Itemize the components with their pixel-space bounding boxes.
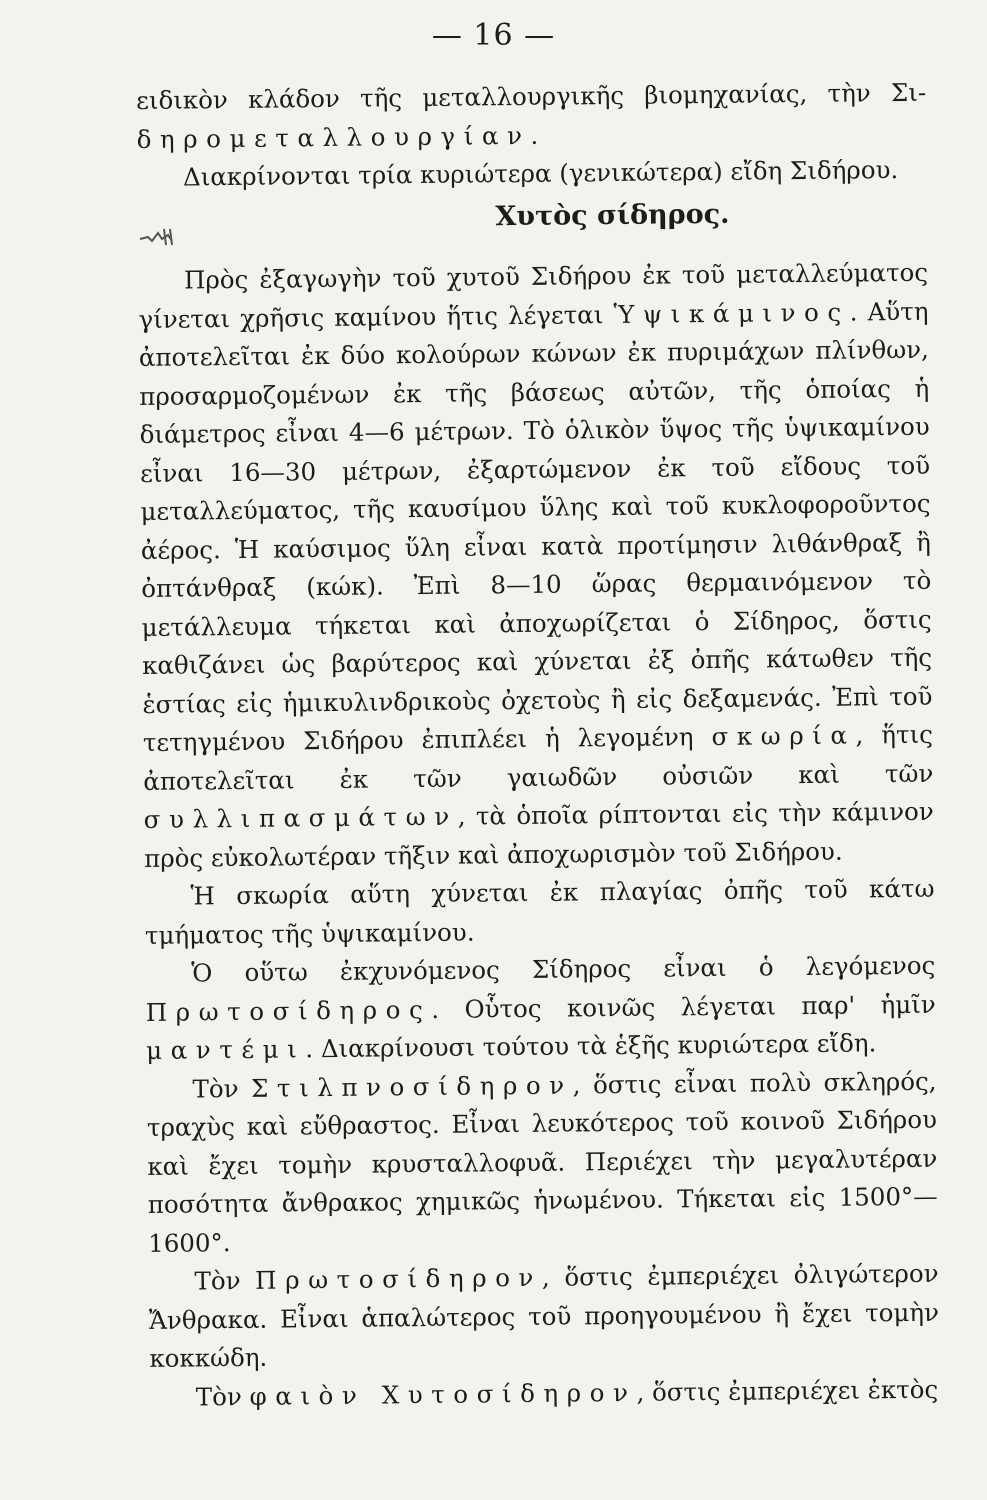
page-number: — 16 — [431, 18, 556, 53]
spaced-term: φαιὸν Χυτοσίδηρον [249, 1377, 637, 1411]
spaced-term: σκωρία [711, 720, 856, 752]
text-run: , ὅστις εἶναι πολὺ σκληρός, τραχὺς καὶ εὔθραστος. Εἶναι λευκότερος τοῦ κοινοῦ Σιδήρου καὶ ἔχει τομὴν κρυσταλλοφυᾶ. Περιέχει τὴν μεγαλυτέραν ποσότητα ἄνθρακος χημικῶς ἡνωμένου. Τήκεται εἰς 1500°—1600°. [146, 1066, 938, 1258]
intro-spaced-term: δηρομεταλλουργίαν. [136, 120, 547, 154]
text-run: Πρὸς ἐξαγωγὴν τοῦ χυτοῦ Σιδήρου ἐκ τοῦ μεταλλεύματος γίνεται χρῆσις καμίνου ἥτις λέγεται [138, 257, 929, 334]
body-paragraph-2: Ἡ σκωρία αὕτη χύνεται ἐκ πλαγίας ὀπῆς τοῦ κάτω τμήματος τῆς ὑψικαμίνου. [144, 873, 935, 950]
text-run: , ὅστις ἐμπεριέχει ἐκτὸς [636, 1374, 939, 1407]
text-run: Ὁ οὕτω ἐκχυνόμενος Σίδηρος εἶναι ὁ λεγόμενος [191, 950, 936, 988]
body-paragraph-4 [146, 1062, 938, 1263]
intro-paragraph [136, 74, 927, 159]
text-run: . Οὗτος κοινῶς λέγεται παρ' ἡμῖν [431, 989, 936, 1024]
text-run: Τὸν [194, 1265, 256, 1296]
spaced-term: Ὑψικάμινος [613, 297, 850, 329]
spaced-term: συλλιπασμάτων [143, 801, 458, 834]
spaced-term: Στιλπνοσίδηρον [250, 1069, 573, 1103]
body-paragraph-1 [138, 254, 934, 878]
body-paragraph-3 [145, 947, 936, 1071]
text-run: Τὸν [192, 1073, 252, 1103]
spaced-term: Πρωτοσίδηρος [145, 994, 432, 1027]
body-paragraph-6 [150, 1370, 940, 1417]
section-heading: Χυτὸς σίδηρος. [495, 198, 730, 232]
text-run: Τὸν [195, 1381, 250, 1411]
text-run: , τὰ ὁποῖα ρίπτονται εἰς τὴν κάμινον πρὸς εὐκολωτέραν τῆξιν καὶ ἀποχωρισμὸν τοῦ Σιδήρου. [143, 796, 934, 873]
spaced-term: Πρωτοσίδηρον [255, 1262, 543, 1295]
types-sentence: Διακρίνονται τρία κυριώτερα (γενικώτερα) εἴδη Σιδήρου. [182, 155, 899, 192]
intro-line: ειδικὸν κλάδον τῆς μεταλλουργικῆς βιομηχανίας, τὴν Σι- [136, 77, 927, 115]
page-text [136, 74, 940, 1417]
text-run: , ὅστις ἐμπεριέχει ὀλιγώτερον Ἄνθρακα. Εἶναι ἁπαλώτερος τοῦ προηγουμένου ἢ ἔχει τομὴν κοκκώδη. [148, 1258, 940, 1373]
text-run: , ἥτις ἀποτελεῖται ἐκ τῶν γαιωδῶν οὐσιῶν καὶ τῶν [143, 719, 934, 796]
spaced-term: μαντέμι [145, 1034, 306, 1065]
text-run: . Αὕτη ἀποτελεῖται ἐκ δύο κολούρων κώνων ἐκ πυριμάχων πλίνθων, προσαρμοζομένων ἐκ τῆς βάσεως αὐτῶν, τῆς ὁποίας ἡ διάμετρος εἶναι 4—6 μέτρων. Τὸ ὁλικὸν ὕψος τῆς ὑψικαμίνου εἶναι 16—30 μέτρων, ἐξαρτώμενον ἐκ τοῦ εἴδους τοῦ μεταλλεύματος, τῆς καυσίμου ὕλης καὶ τοῦ κυκλοφοροῦντος ἀέρος. Ἡ καύσιμος ὕλη εἶναι κατὰ προτίμησιν λιθάνθραξ ἢ ὀπτάνθραξ (κώκ). Ἐπὶ 8—10 ὥρας θερμαινόμενον τὸ μετάλλευμα τήκεται καὶ ἀποχωρίζεται ὁ Σίδηρος, ὅστις καθιζάνει ὡς βαρύτερος καὶ χύνεται ἐξ ὀπῆς κάτωθεν τῆς ἑστίας εἰς ἡμικυλινδρικοὺς ὀχετοὺς ἢ εἰς δεξαμενάς. Ἐπὶ τοῦ τετηγμένου Σιδήρου ἐπιπλέει ἡ λεγομένη [138, 296, 933, 757]
text-run: . Διακρίνουσι τούτου τὰ ἑξῆς κυριώτερα εἴδη. [305, 1028, 877, 1064]
body-paragraph-5 [148, 1255, 939, 1379]
